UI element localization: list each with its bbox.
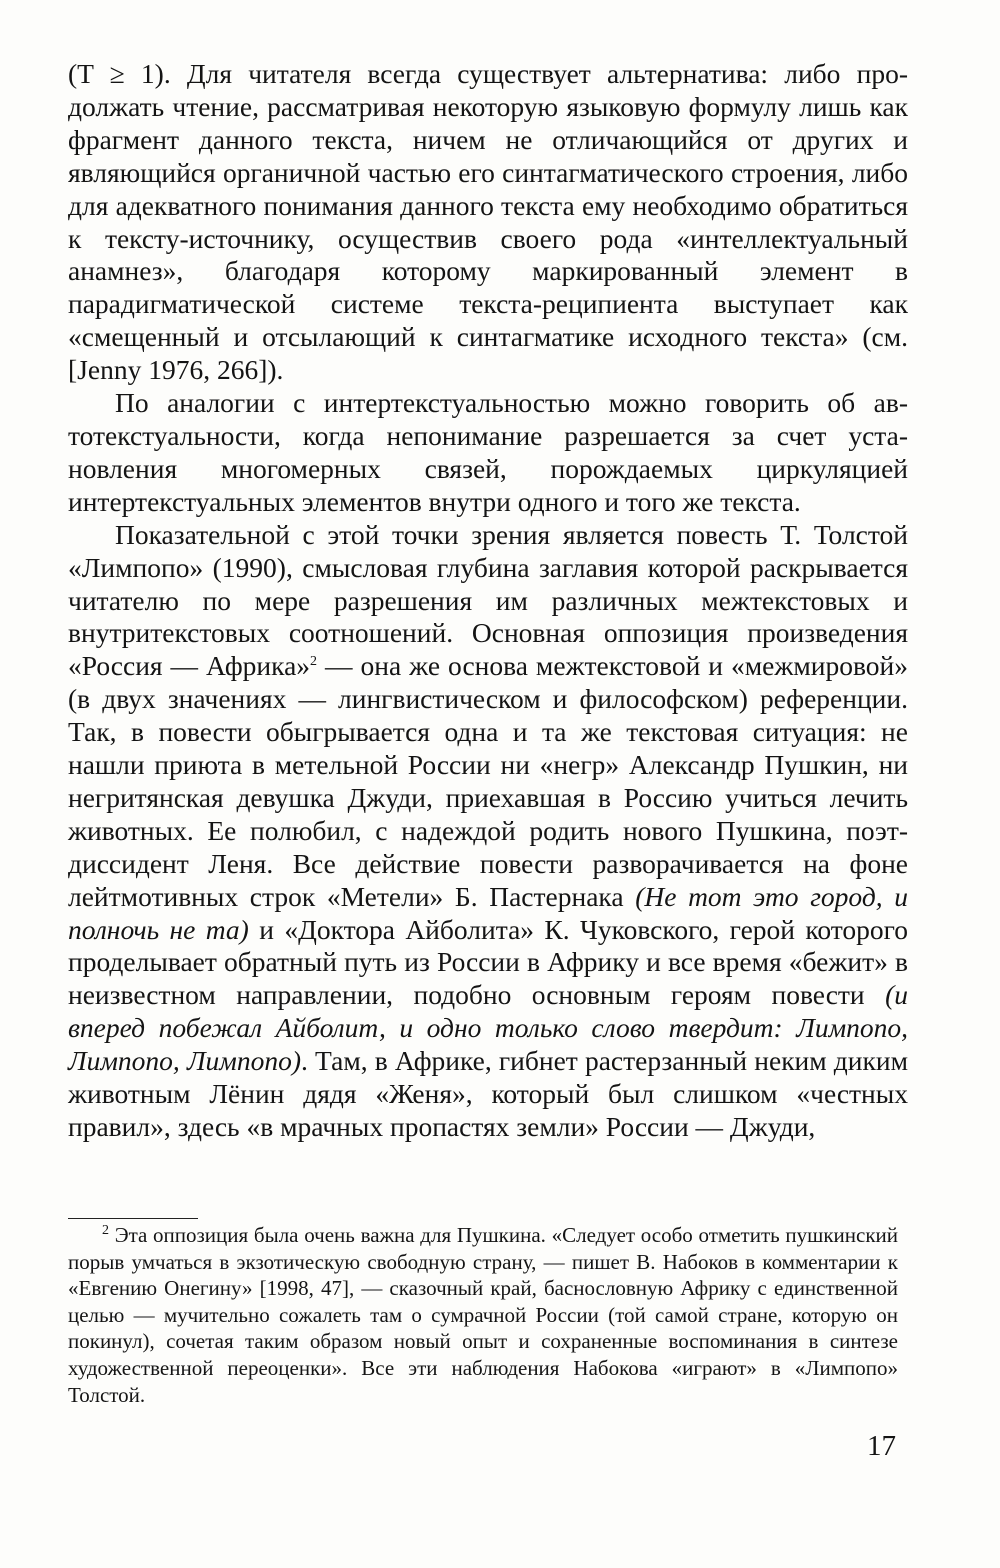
paragraph-3-part-1: Показательной с этой точки зрения является повесть Т. Толстой «Лимпопо» (1990), смысловая глубина заглавия которой раскрывается читателю по мере разрешения им различных межтекстовых и внутритекстовых соотношений. Основная оппозиция произведения «Россия — Африка» [68,518,908,682]
footnote-number: 2 [102,1223,109,1238]
paragraph-3-part-4: . Там, в Африке, гибнет растерзанный неким диким животным Лёнин дядя «Женя», который был слишком «честных правил», здесь «в мрачных пропастях земли» России — Джуди, [68,1045,908,1142]
footnote-2 [68,1222,898,1408]
footnote-text: Эта оппозиция была очень важна для Пушкина. «Следует особо отметить пушкинский порыв умчаться в экзотическую свободную страну, — пишет В. Набоков в комментарии к «Евгению Онегину» [1998, 47], — сказочный край, баснословную Африку с единственной целью — мучительно сожалеть там о сумрачной России (той самой стране, которую он покинул), сочетая таким образом новый опыт и сохраненные воспоминания в синтезе художественной переоценки». Все эти наблюдения Набокова «играют» в «Лимпопо» Толстой. [68,1223,898,1407]
paragraph-3-part-2: — она же основа межтекстовой и «межмировой» (в двух значениях — лингвистическом и философском) референции. Так, в повести обыгрывается одна и та же текстовая ситуация: не нашли приюта в метельной России ни «негр» Александр Пушкин, ни негритянская девушка Джуди, приехавшая в Россию учиться лечить животных. Ее полюбил, с надеждой родить нового Пушкина, поэт-диссидент Леня. Все действие повести разворачивается на фоне лейтмотивных строк «Метели» Б. Пастернака [68,650,908,912]
main-text [68,58,908,1144]
paragraph-2: По аналогии с интертекстуальностью можно говорить об автотекстуальности, когда непонимание разрешается за счет установления многомерных связей, порождаемых циркуляцией интертекстуальных элементов внутри одного и того же текста. [68,387,908,517]
footnotes [68,1222,898,1408]
paragraph-3-part-3: и «Доктора Айболита» К. Чуковского, герой которого проделывает обратный путь из России в Африку и все время «бежит» в неизвестном направлении, подобно основным героям повести [68,913,909,1011]
page-number: 17 [867,1430,896,1462]
pasternak-quote: (Не тот это город, и полночь не та) [68,880,908,945]
paragraph-1: (T ≥ 1). Для читателя всегда существует альтернатива: либо продолжать чтение, рассматривая некоторую языковую формулу лишь как фрагмент данного текста, ничем не отличающийся от других и являющийся органичной частью его синтагматического строения, либо для адекватного понимания данного текста ему необходимо обратиться к тексту-источнику, осуществив своего рода «интеллектуальный анамнез», благодаря которому маркированный элемент в парадигматической системе текста-реципиента выступает как «смещенный и отсылающий к синтагматике исходного текста» (см. [Jenny 1976, 266]). [68,58,908,386]
footnote-reference: 2 [310,654,318,670]
chukovsky-quote: (и вперед побежал Айболит, и одно только слово твердит: Лимпопо, Лимпопо, Лимпопо) [68,979,908,1077]
paragraph-3 [68,519,908,1144]
footnote-divider [68,1218,198,1219]
